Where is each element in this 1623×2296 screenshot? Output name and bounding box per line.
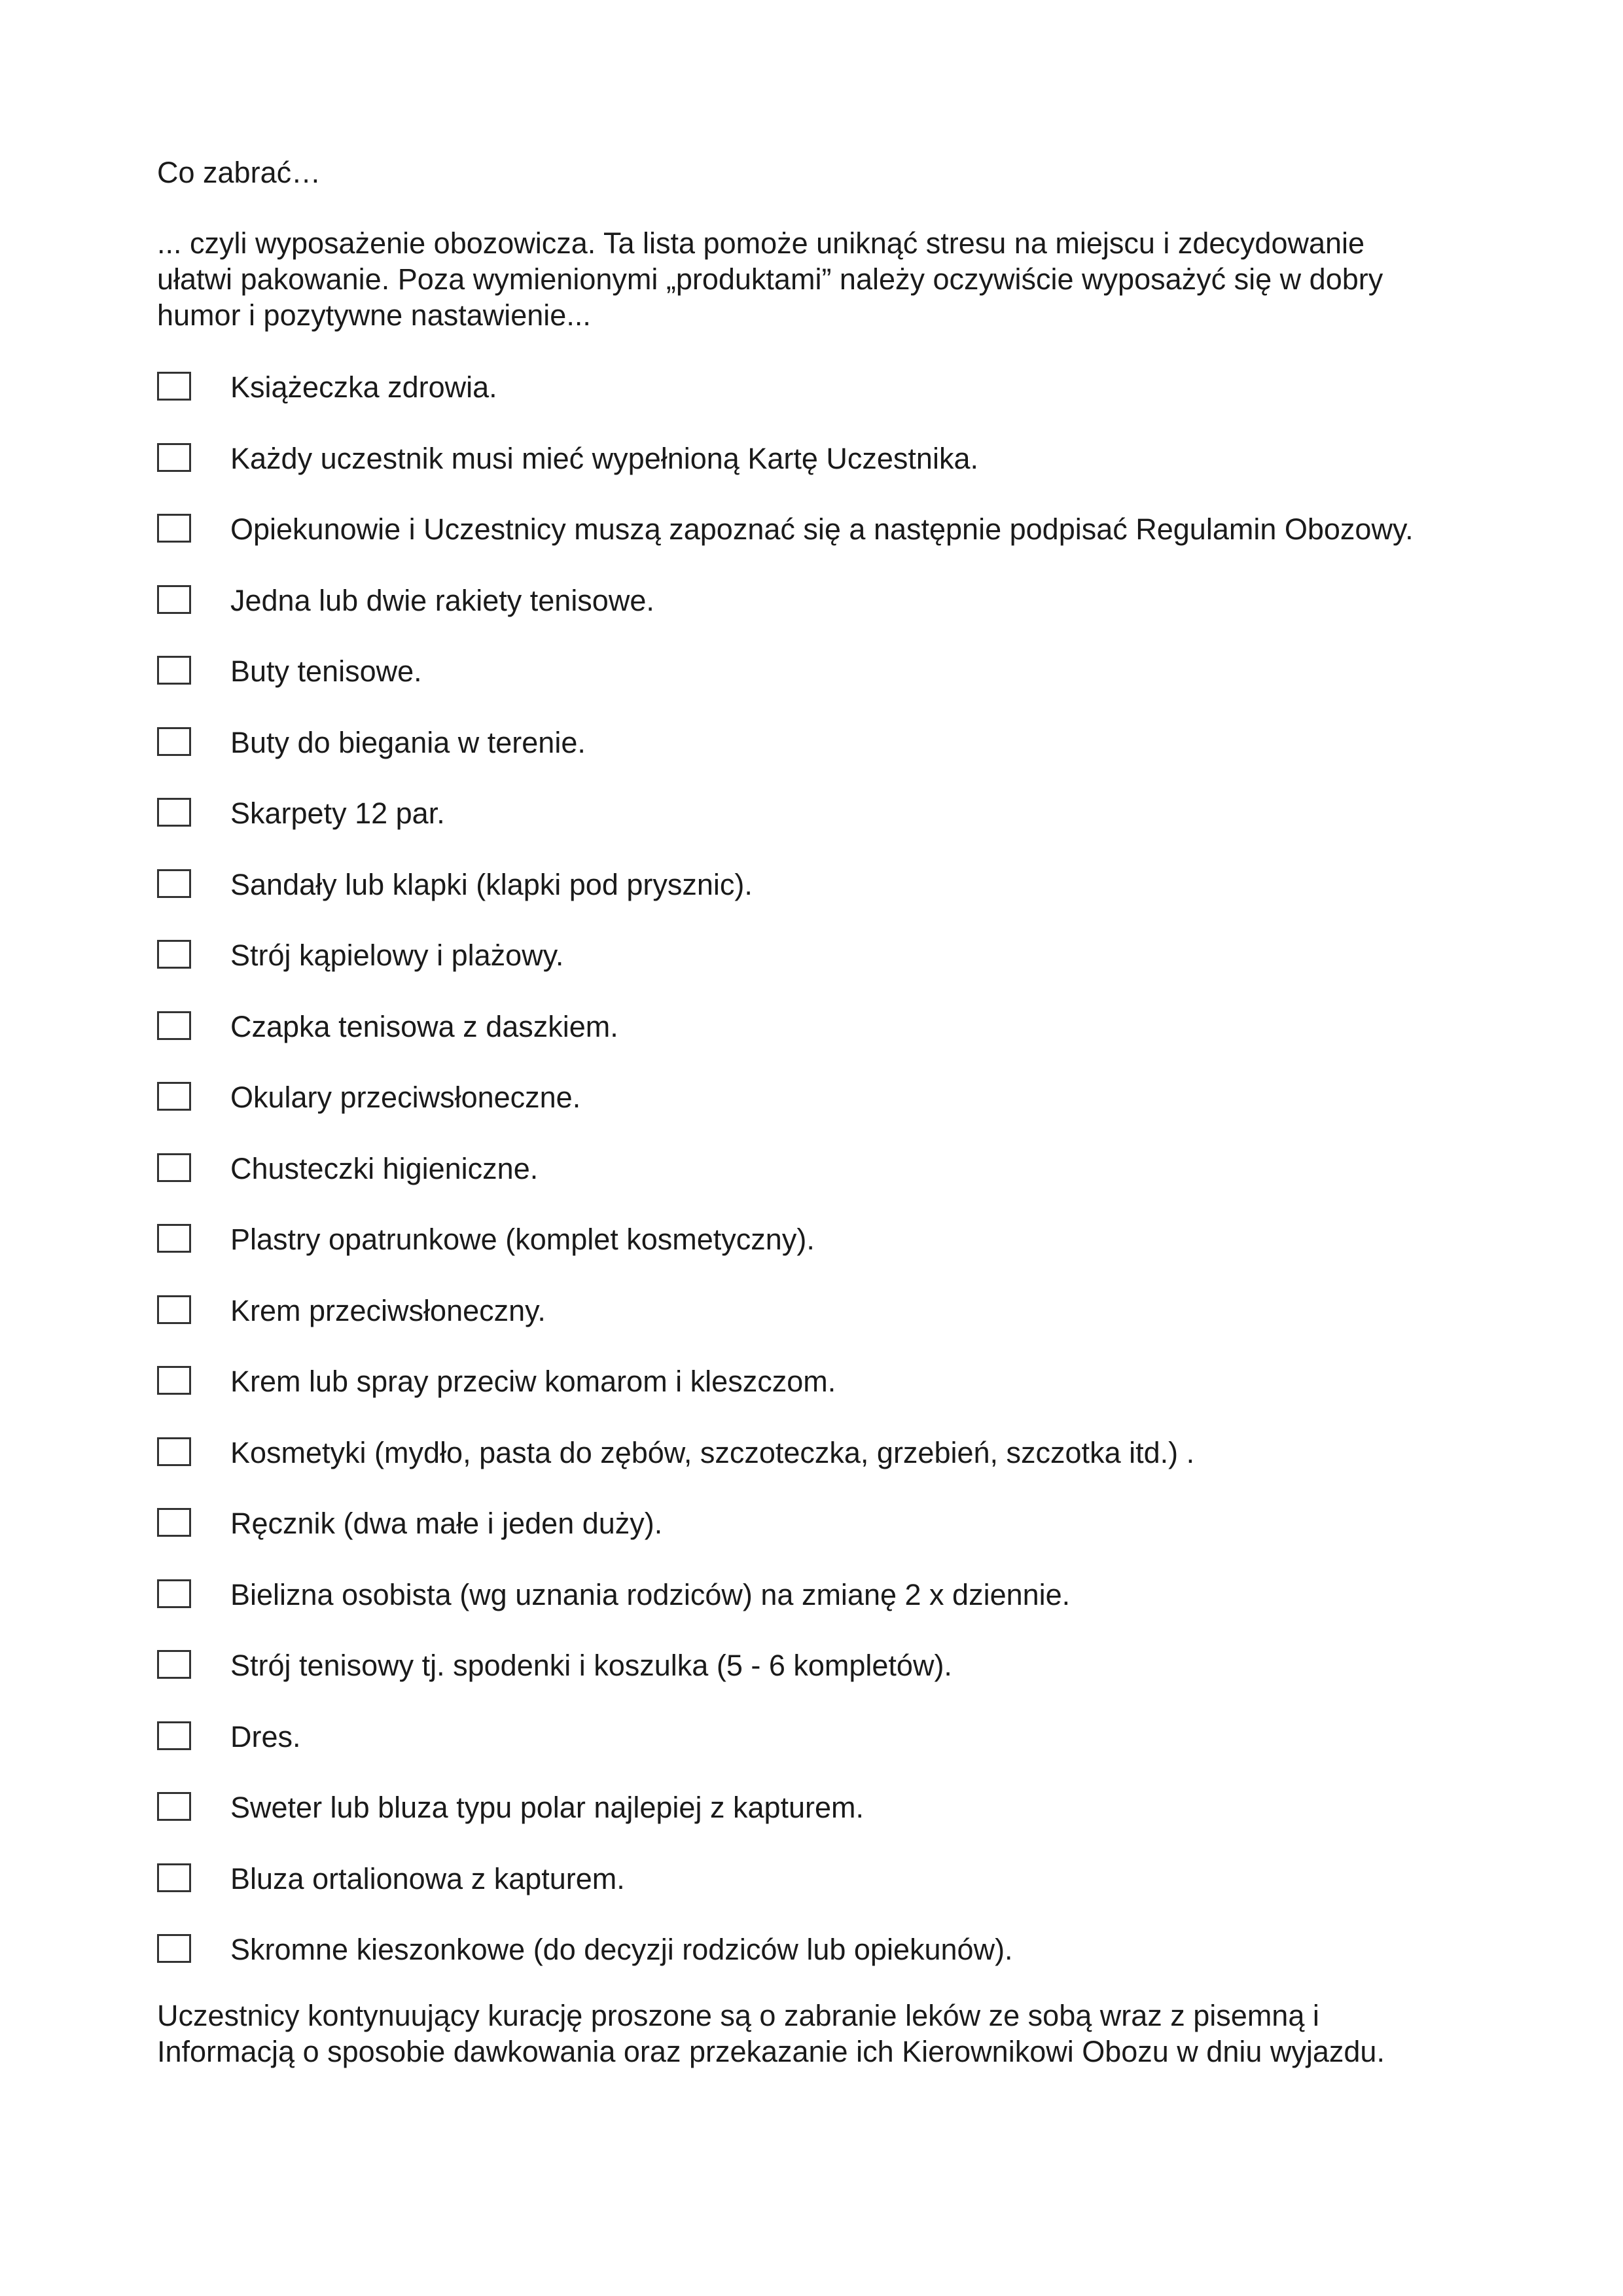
checkbox[interactable] bbox=[157, 727, 191, 756]
checklist-item-label: Okulary przeciwsłoneczne. bbox=[230, 1081, 581, 1114]
checklist-item-label: Ręcznik (dwa małe i jeden duży). bbox=[230, 1507, 663, 1540]
checklist-item-label: Kosmetyki (mydło, pasta do zębów, szczoteczka, grzebień, szczotka itd.) . bbox=[230, 1436, 1195, 1469]
checkbox[interactable] bbox=[157, 1721, 191, 1750]
checklist-item-label: Buty do biegania w terenie. bbox=[230, 726, 586, 759]
checklist-item bbox=[157, 512, 1531, 549]
checkbox[interactable] bbox=[157, 798, 191, 827]
checkbox[interactable] bbox=[157, 940, 191, 969]
checkbox[interactable] bbox=[157, 1011, 191, 1040]
intro-line: humor i pozytywne nastawienie... bbox=[157, 298, 591, 332]
checklist-item bbox=[157, 1365, 1531, 1401]
checklist-item-label: Buty tenisowe. bbox=[230, 655, 422, 688]
checkbox[interactable] bbox=[157, 1792, 191, 1821]
checklist-item bbox=[157, 1507, 1531, 1543]
checklist-item-label: Strój tenisowy tj. spodenki i koszulka (5 - 6 kompletów). bbox=[230, 1649, 952, 1682]
checkbox[interactable] bbox=[157, 1082, 191, 1111]
checklist-item-label: Sandały lub klapki (klapki pod prysznic). bbox=[230, 868, 753, 901]
checklist-item-label: Bielizna osobista (wg uznania rodziców) na zmianę 2 x dziennie. bbox=[230, 1578, 1071, 1611]
checklist-item bbox=[157, 1010, 1531, 1047]
checkbox[interactable] bbox=[157, 869, 191, 898]
checklist-item bbox=[157, 584, 1531, 620]
checklist-item bbox=[157, 1933, 1531, 1969]
checklist-item bbox=[157, 1436, 1531, 1473]
checklist-item-label: Dres. bbox=[230, 1720, 301, 1753]
checklist-item-label: Każdy uczestnik musi mieć wypełnioną Kartę Uczestnika. bbox=[230, 442, 978, 475]
checklist-item bbox=[157, 939, 1531, 975]
checklist-item bbox=[157, 797, 1531, 833]
checklist-item bbox=[157, 1152, 1531, 1189]
intro-line: ... czyli wyposażenie obozowicza. Ta lista pomoże uniknąć stresu na miejscu i zdecydowanie bbox=[157, 226, 1365, 260]
checklist-item-label: Bluza ortalionowa z kapturem. bbox=[230, 1862, 625, 1895]
checklist-item bbox=[157, 370, 1531, 407]
checklist-item bbox=[157, 1649, 1531, 1685]
checklist-item bbox=[157, 1720, 1531, 1757]
checklist-item bbox=[157, 1081, 1531, 1117]
checkbox[interactable] bbox=[157, 1153, 191, 1182]
checklist-item-label: Czapka tenisowa z daszkiem. bbox=[230, 1010, 618, 1043]
checklist-item bbox=[157, 1223, 1531, 1259]
checklist-item-label: Jedna lub dwie rakiety tenisowe. bbox=[230, 584, 654, 617]
medication-note bbox=[157, 1998, 1499, 2070]
checklist-item-label: Książeczka zdrowia. bbox=[230, 370, 497, 404]
checklist-item-label: Sweter lub bluza typu polar najlepiej z kapturem. bbox=[230, 1791, 865, 1824]
checkbox[interactable] bbox=[157, 443, 191, 472]
checklist-item-label: Opiekunowie i Uczestnicy muszą zapoznać się a następnie podpisać Regulamin Obozowy. bbox=[230, 512, 1414, 546]
checkbox[interactable] bbox=[157, 585, 191, 614]
checklist-item-label: Krem przeciwsłoneczny. bbox=[230, 1294, 546, 1327]
checklist-item-label: Skromne kieszonkowe (do decyzji rodziców lub opiekunów). bbox=[230, 1933, 1013, 1966]
checkbox[interactable] bbox=[157, 1366, 191, 1395]
checklist-item bbox=[157, 726, 1531, 762]
checklist-item bbox=[157, 1791, 1531, 1827]
checkbox[interactable] bbox=[157, 656, 191, 685]
checklist-item bbox=[157, 1294, 1531, 1331]
checklist-item-label: Chusteczki higieniczne. bbox=[230, 1152, 539, 1185]
checkbox[interactable] bbox=[157, 1508, 191, 1537]
medication-note-line: Uczestnicy kontynuujący kurację proszone są o zabranie leków ze sobą wraz z pisemną i bbox=[157, 1999, 1319, 2032]
checklist-item-label: Plastry opatrunkowe (komplet kosmetyczny). bbox=[230, 1223, 815, 1256]
checklist-item-label: Strój kąpielowy i plażowy. bbox=[230, 939, 564, 972]
checkbox[interactable] bbox=[157, 1579, 191, 1608]
checklist-item bbox=[157, 442, 1531, 478]
intro-line: ułatwi pakowanie. Poza wymienionymi „produktami” należy oczywiście wyposażyć się w dobry bbox=[157, 262, 1383, 296]
checkbox[interactable] bbox=[157, 514, 191, 543]
medication-note-line: Informacją o sposobie dawkowania oraz przekazanie ich Kierownikowi Obozu w dniu wyjazdu. bbox=[157, 2035, 1385, 2068]
checklist-item bbox=[157, 655, 1531, 691]
checklist-item bbox=[157, 868, 1531, 905]
checklist-item-label: Skarpety 12 par. bbox=[230, 797, 445, 830]
page-title: Co zabrać… bbox=[157, 156, 321, 189]
checklist-item bbox=[157, 1578, 1531, 1615]
checklist-item bbox=[157, 1862, 1531, 1899]
checkbox[interactable] bbox=[157, 1295, 191, 1324]
checkbox[interactable] bbox=[157, 1863, 191, 1892]
checkbox[interactable] bbox=[157, 1224, 191, 1253]
checklist-item-label: Krem lub spray przeciw komarom i kleszczom. bbox=[230, 1365, 836, 1398]
checkbox[interactable] bbox=[157, 1650, 191, 1679]
checkbox[interactable] bbox=[157, 1934, 191, 1963]
checkbox[interactable] bbox=[157, 372, 191, 401]
checkbox[interactable] bbox=[157, 1437, 191, 1466]
